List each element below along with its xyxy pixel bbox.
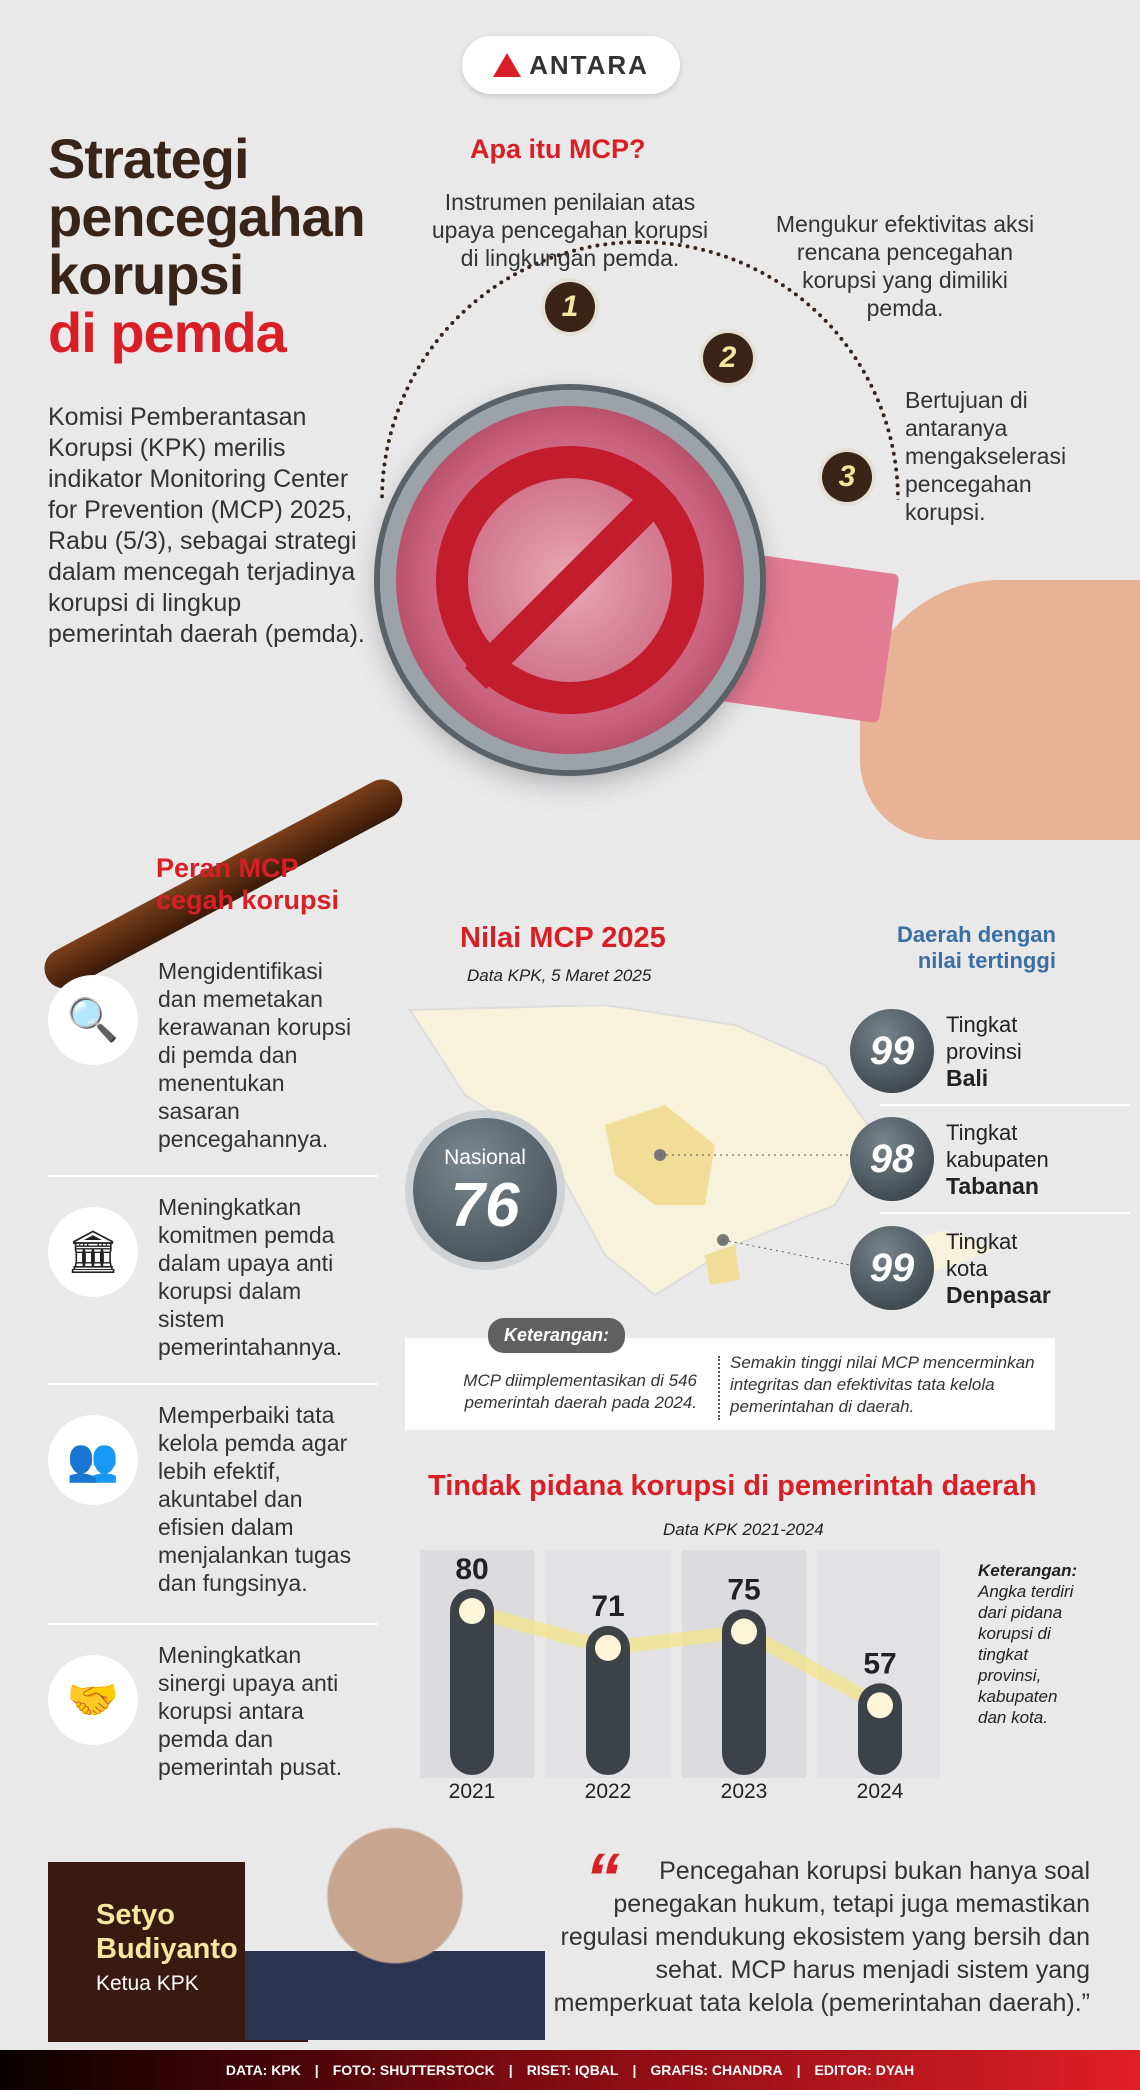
peran-item — [48, 945, 378, 1177]
region-score: 99 — [850, 1226, 934, 1310]
keterangan-badge: Keterangan: — [488, 1318, 625, 1353]
data-label: 80 — [455, 1553, 489, 1586]
x-tick-label: 2024 — [856, 1780, 904, 1800]
nasional-label: Nasional — [444, 1146, 526, 1169]
title-line: di pemda — [48, 301, 286, 364]
magnifier-lens-ban-icon — [380, 390, 760, 770]
data-point — [595, 1635, 621, 1661]
quote-text: Pencegahan korupsi bukan hanya soal penegakan hukum, tetapi juga memastikan regulasi mendukung ekosistem yang bersih dan sehat. MCP harus menjadi sistem yang memperkuat tata kelola (pemerintahan daerah).” — [553, 1857, 1090, 2017]
nilai-heading: Nilai MCP 2025 — [460, 922, 666, 954]
region-info — [946, 1011, 1022, 1092]
chart-note-label: Keterangan: — [978, 1561, 1078, 1580]
keterangan-left: MCP diimplementasikan di 546 pemerintah daerah pada 2024. — [463, 1371, 697, 1412]
point-text: Bertujuan di antaranya mengakselerasi pencegahan korupsi. — [905, 387, 1067, 525]
government-building-icon: 🏛 — [48, 1207, 138, 1297]
peran-text: Meningkatkan sinergi upaya anti korupsi antara pemda dan pemerintah pusat. — [158, 1642, 343, 1780]
chart-subtitle: Data KPK 2021-2024 — [663, 1520, 824, 1539]
title-line: pencegahan — [48, 185, 365, 248]
region-info — [946, 1119, 1049, 1200]
corruption-chart — [420, 1540, 940, 1800]
heading-line: cegah korupsi — [156, 885, 340, 915]
x-tick-label: 2021 — [448, 1780, 496, 1800]
nasional-value: 76 — [450, 1171, 520, 1240]
people-network-icon: 👥 — [48, 1415, 138, 1505]
top-region — [869, 1214, 1130, 1322]
x-tick-label: 2022 — [584, 1780, 632, 1800]
data-point — [867, 1692, 893, 1718]
region-name: Denpasar — [946, 1281, 1051, 1308]
handshake-icon: 🤝 — [48, 1655, 138, 1745]
x-tick-label: 2023 — [720, 1780, 768, 1800]
top-region — [869, 1106, 1130, 1214]
title-line: Strategi — [48, 127, 249, 190]
point-number: 3 — [822, 452, 872, 502]
hand-illustration — [860, 580, 1140, 840]
point-number: 1 — [545, 282, 595, 332]
region-level: Tingkat — [946, 1119, 1018, 1145]
top-region — [869, 998, 1130, 1106]
antara-mark-icon — [493, 53, 521, 77]
data-point — [731, 1619, 757, 1645]
name-line: Setyo — [96, 1899, 175, 1931]
quote-role: Ketua KPK — [96, 1972, 199, 1995]
chart-note — [978, 1560, 1088, 1728]
region-info — [946, 1228, 1051, 1309]
data-label: 71 — [591, 1589, 625, 1623]
divider — [718, 1356, 720, 1420]
person-photo — [245, 1818, 545, 2040]
heading-line: nilai tertinggi — [917, 948, 1056, 973]
credit: DATA: KPK — [225, 2062, 301, 2078]
credit: FOTO: SHUTTERSTOCK — [332, 2062, 495, 2078]
apa-itu-heading: Apa itu MCP? — [470, 134, 646, 164]
intro-text: Komisi Pemberantasan Korupsi (KPK) merilis indikator Monitoring Center for Prevention (MCP) 2025, Rabu (5/3), sebagai strategi dalam mencegah terjadinya korupsi di lingkup pemerintah daerah (pemda). — [48, 403, 365, 648]
title-line: korupsi — [48, 243, 244, 306]
heading-line: Peran MCP — [156, 853, 299, 883]
credits-footer: DATA: KPK | FOTO: SHUTTERSTOCK | RISET: IQBAL | GRAFIS: CHANDRA | EDITOR: DYAH — [0, 2050, 1140, 2090]
nilai-source: Data KPK, 5 Maret 2025 — [467, 966, 652, 985]
point-text: Mengukur efektivitas aksi rencana pencegahan korupsi yang dimiliki pemda. — [775, 211, 1035, 321]
peran-heading — [156, 852, 339, 916]
region-score: 99 — [850, 1009, 934, 1093]
peran-text: Meningkatkan komitmen pemda dalam upaya anti korupsi dalam sistem pemerintahannya. — [158, 1194, 343, 1360]
region-level: Tingkat — [946, 1011, 1018, 1037]
heading-line: Daerah dengan — [897, 922, 1056, 947]
magnifier-icon: 🔍 — [48, 975, 138, 1065]
region-level: provinsi — [946, 1038, 1022, 1064]
data-label: 75 — [727, 1573, 761, 1607]
region-level: kota — [946, 1255, 988, 1281]
quote-name — [96, 1898, 238, 1966]
peran-item — [48, 1177, 378, 1385]
antara-logo — [462, 36, 680, 94]
page-title — [48, 127, 365, 364]
brand-name: ANTARA — [529, 49, 649, 80]
data-label: 57 — [863, 1647, 897, 1681]
credit: EDITOR: DYAH — [814, 2062, 915, 2078]
peran-text: Memperbaiki tata kelola pemda agar lebih efektif, akuntabel dan efisien dalam menjalankan tugas dan fungsinya. — [158, 1402, 352, 1596]
nasional-score — [405, 1110, 565, 1270]
data-point — [459, 1598, 485, 1624]
region-level: Tingkat — [946, 1228, 1018, 1254]
top-regions-heading — [897, 922, 1056, 974]
peran-text: Mengidentifikasi dan memetakan kerawanan korupsi di pemda dan menentukan sasaran pencegahannya. — [158, 958, 352, 1152]
credit: GRAFIS: CHANDRA — [650, 2062, 783, 2078]
peran-item — [48, 1385, 378, 1625]
quote-mark-icon: “ — [585, 1839, 620, 1917]
chart-title: Tindak pidana korupsi di pemerintah daerah — [428, 1470, 1037, 1502]
region-name: Tabanan — [946, 1172, 1039, 1199]
point-number: 2 — [703, 333, 753, 383]
chart-note-text: Angka terdiri dari pidana korupsi di tingkat provinsi, kabupaten dan kota. — [978, 1582, 1074, 1727]
keterangan-right: Semakin tinggi nilai MCP mencerminkan integritas dan efektivitas tata kelola pemerintahan di daerah. — [730, 1353, 1035, 1416]
region-score: 98 — [850, 1117, 934, 1201]
peran-item — [48, 1625, 378, 1805]
region-name: Bali — [946, 1064, 989, 1091]
region-level: kabupaten — [946, 1146, 1049, 1172]
credit: RISET: IQBAL — [526, 2062, 619, 2078]
name-line: Budiyanto — [96, 1933, 238, 1965]
point-text: Instrumen penilaian atas upaya pencegahan korupsi di lingkungan pemda. — [431, 189, 709, 271]
